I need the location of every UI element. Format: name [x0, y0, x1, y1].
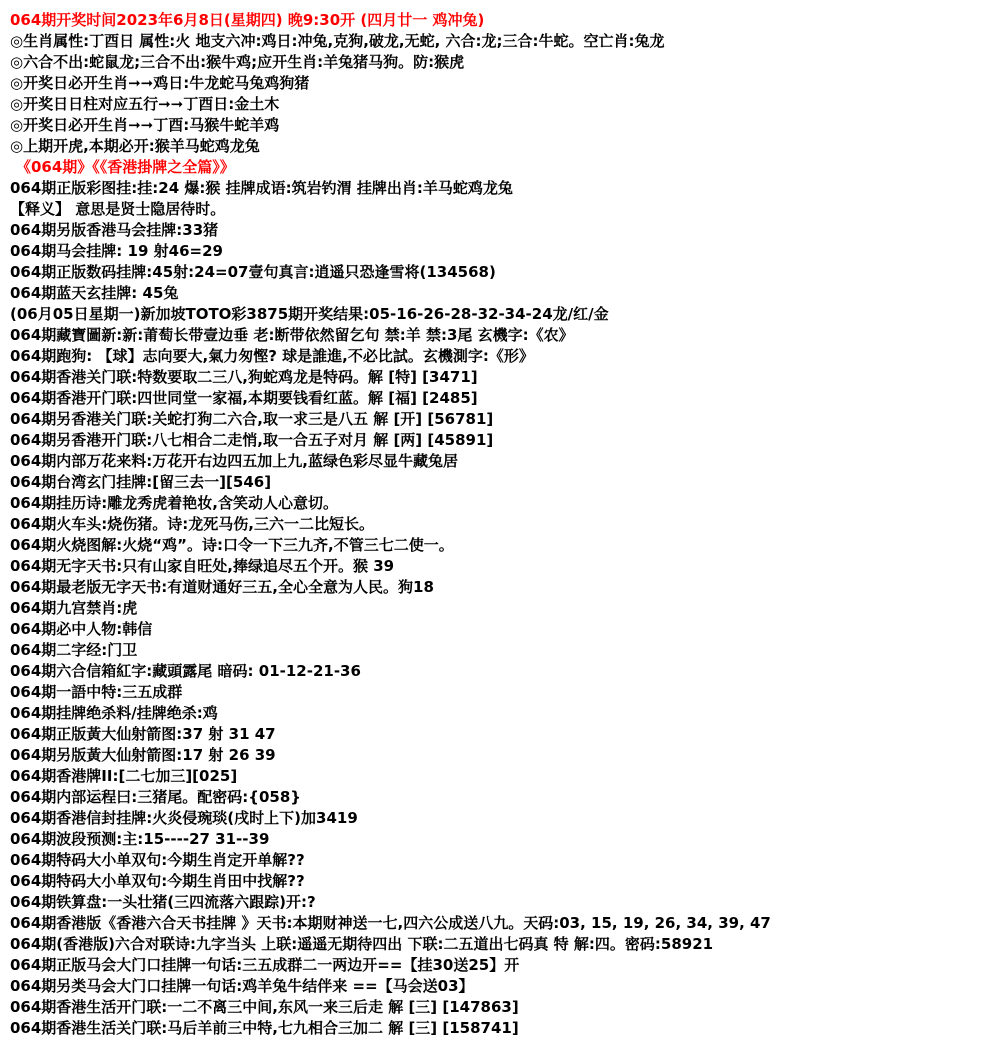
text-line: 064期正版马会大门口挂牌一句话:三五成群二一两边开==【挂30送25】开 [10, 956, 520, 974]
text-line: 064期香港生活关门联:马后羊前三中特,七九相合三加二 解 [三] [158741] [10, 1019, 519, 1037]
section-heading: 《064期》《《香港掛牌之全篇》》 [16, 158, 235, 176]
text-line: 064期香港关门联:特数要取二三八,狗蛇鸡龙是特码。解 [特] [3471] [10, 368, 478, 386]
text-line: ◎开奖日必开生肖➞➞丁酉:马猴牛蛇羊鸡 [10, 116, 280, 134]
text-line: 064期二字经:门卫 [10, 641, 138, 659]
text-line: ◎六合不出:蛇鼠龙;三合不出:猴牛鸡;应开生肖:羊兔猪马狗。防:猴虎 [10, 53, 465, 71]
text-line: ◎开奖日必开生肖➞➞鸡日:牛龙蛇马兔鸡狗猪 [10, 74, 310, 92]
text-line: 064期必中人物:韩信 [10, 620, 153, 638]
text-line: 064期正版数码挂牌:45射:24=07壹句真言:逍遥只恐逢雪将(134568) [10, 263, 496, 281]
text-line: 064期无字天书:只有山家自旺处,捧绿追尽五个开。猴 39 [10, 557, 395, 575]
text-line: ◎生肖属性:丁酉日 属性:火 地支六冲:鸡日:冲兔,克狗,破龙,无蛇, 六合:龙;三合:牛蛇。空亡肖:兔龙 [10, 32, 665, 50]
text-line: 064期另版黃大仙射箭图:17 射 26 39 [10, 746, 276, 764]
text-line: 064期火车头:烧伤猪。诗:龙死马伤,三六一二比短长。 [10, 515, 375, 533]
text-line: 064期六合信箱紅字:藏頭露尾 暗码: 01-12-21-36 [10, 662, 361, 680]
text-line: 064期跑狗: 【球】志向要大,氣力匆慳? 球是誰進,不必比試。玄機測字:《形》 [10, 347, 534, 365]
text-line: 064期内部运程曰:三猪尾。配密码:{058} [10, 788, 301, 806]
text-line: ◎开奖日日柱对应五行➞➞丁酉日:金土木 [10, 95, 280, 113]
text-line: 064期蓝天玄挂牌: 45兔 [10, 284, 179, 302]
text-line: 064期特码大小单双句:今期生肖田中找解?? [10, 872, 305, 890]
text-line: 064期特码大小单双句:今期生肖定开单解?? [10, 851, 305, 869]
text-line: 064期九宫禁肖:虎 [10, 599, 138, 617]
text-line: 064期挂历诗:雕龙秀虎着艳妆,含笑动人心意切。 [10, 494, 339, 512]
text-line: 064期香港生活开门联:一二不离三中间,东风一来三后走 解 [三] [147863] [10, 998, 519, 1016]
text-line: 【释义】 意思是贤士隐居待时。 [10, 200, 226, 218]
text-line: 064期香港开门联:四世同堂一家福,本期要钱看红蓝。解 [福] [2485] [10, 389, 478, 407]
text-line: 064期波段预测:主:15----27 31--39 [10, 830, 270, 848]
text-line: 064期内部万花来料:万花开右边四五加上九,蓝绿色彩尽显牛藏兔居 [10, 452, 459, 470]
text-line: 064期另香港开门联:八七相合二走悄,取一合五子对月 解 [两] [45891] [10, 431, 494, 449]
text-line: 064期火烧图解:火烧“鸡”。诗:口令一下三九齐,不管三七二使一。 [10, 536, 454, 554]
text-line: ◎上期开虎,本期必开:猴羊马蛇鸡龙兔 [10, 137, 260, 155]
text-line: 064期香港牌II:[二七加三][025] [10, 767, 238, 785]
text-line: (06月05日星期一)新加坡TOTO彩3875期开奖结果:05-16-26-28-32-34-24龙/红/金 [10, 305, 609, 323]
text-line: 064期香港版《香港六合天书挂牌 》天书:本期财神送一七,四六公成送八九。天码:03, 15, 19, 26, 34, 39, 47 [10, 914, 771, 932]
text-line: 064期另版香港马会挂牌:33猪 [10, 221, 219, 239]
text-line: 064期另类马会大门口挂牌一句话:鸡羊兔牛结伴来 ==【马会送03】 [10, 977, 474, 995]
text-line: 064期铁算盘:一头壮猪(三四流落六跟踪)开:? [10, 893, 316, 911]
text-line: 064期藏寶圖新:新:莆萄长带壹边垂 老:断带依然留乞句 禁:羊 禁:3尾 玄機字:《农》 [10, 326, 574, 344]
page-title: 064期开奖时间2023年6月8日(星期四) 晚9:30开 (四月廿一 鸡冲兔) [10, 11, 485, 29]
text-line: 064期正版彩图挂:挂:24 爆:猴 挂牌成语:筑岩钓渭 挂牌出肖:羊马蛇鸡龙兔 [10, 179, 513, 197]
text-line: 064期香港信封挂牌:火炎侵琬琰(戌时上下)加3419 [10, 809, 358, 827]
text-line: 064期(香港版)六合对联诗:九字当头 上联:遥遥无期待四出 下联:二五道出七码真 特 解:四。密码:58921 [10, 935, 714, 953]
document-body [0, 10, 1000, 1039]
text-line: 064期台湾玄门挂牌:[留三去一][546] [10, 473, 272, 491]
text-line: 064期马会挂牌: 19 射46=29 [10, 242, 223, 260]
text-line: 064期一語中特:三五成群 [10, 683, 183, 701]
text-line: 064期挂牌绝杀料/挂牌绝杀:鸡 [10, 704, 218, 722]
text-line: 064期另香港关门联:关蛇打狗二六合,取一求三是八五 解 [开] [56781] [10, 410, 494, 428]
text-line: 064期最老版无字天书:有道财通好三五,全心全意为人民。狗18 [10, 578, 434, 596]
text-line: 064期正版黃大仙射箭图:37 射 31 47 [10, 725, 276, 743]
